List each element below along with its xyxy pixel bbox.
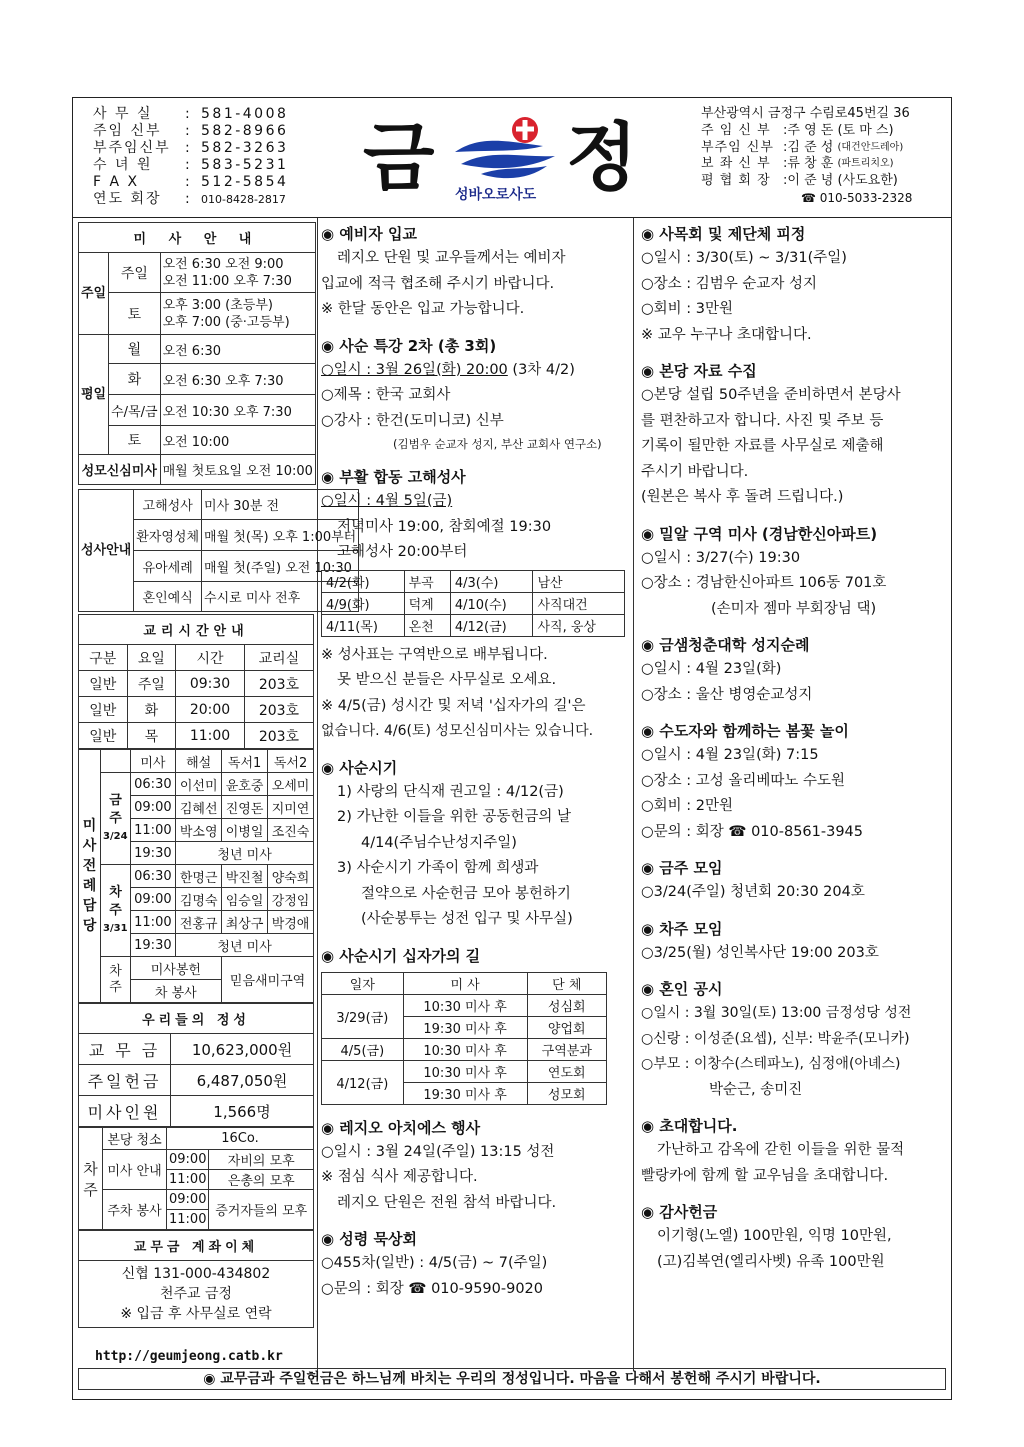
cross-cell: 4/5(금) bbox=[322, 1038, 404, 1060]
servers-cell: 청년 미사 bbox=[176, 934, 314, 957]
notice-text: ○회비 : 3만원 bbox=[641, 301, 734, 317]
catechism-cell: 일반 bbox=[79, 671, 128, 697]
mass-day: 월 bbox=[109, 335, 160, 364]
bulletin-page bbox=[72, 97, 952, 1400]
notice-text: 1) 사랑의 단식재 권고일 : 4/12(금) bbox=[337, 783, 564, 800]
sacrament-name: 고해성사 bbox=[134, 490, 202, 520]
duty-label: 주차 봉사 bbox=[103, 1190, 167, 1230]
header bbox=[73, 98, 951, 218]
catechism-cell: 203호 bbox=[244, 697, 313, 723]
cross-cell: 10:30 미사 후 bbox=[403, 994, 527, 1016]
cross-cell: 성모회 bbox=[527, 1082, 606, 1104]
notice-text: 절약으로 사순헌금 모아 봉헌하기 bbox=[361, 885, 571, 902]
duty-time: 11:00 bbox=[167, 1210, 209, 1230]
notice-title: ◉ 사순 특강 2차 (총 3회) bbox=[321, 336, 497, 355]
week2-label: 차주 3/31 bbox=[101, 865, 131, 957]
catechism-cell: 일반 bbox=[79, 723, 128, 749]
servers-cell: 최상구 bbox=[222, 911, 268, 934]
cross-header: 일자 bbox=[322, 972, 404, 994]
cross-cell: 구역분과 bbox=[527, 1038, 606, 1060]
duty-time: 11:00 bbox=[167, 1170, 209, 1190]
title-right-char: 정 bbox=[566, 115, 638, 201]
contact-label: 부주임신부 bbox=[93, 140, 171, 156]
mass-time: 오전 6:30 오전 9:00 오전 11:00 오후 7:30 bbox=[160, 253, 315, 293]
contact-value: 582-3263 bbox=[201, 140, 289, 156]
notice-title: ◉ 본당 자료 수집 bbox=[641, 362, 757, 380]
servers-header: 해설 bbox=[176, 750, 222, 773]
offering-label: 교 무 금 bbox=[79, 1034, 171, 1065]
servers-cell: 김명숙 bbox=[176, 888, 222, 911]
right-column bbox=[641, 222, 949, 1286]
next-week-group: 믿음새미구역 bbox=[222, 957, 314, 1003]
duty-group: 증거자들의 모후 bbox=[209, 1190, 314, 1230]
middle-column bbox=[321, 222, 625, 1313]
offering-table bbox=[78, 1003, 314, 1127]
sacrament-info: 매월 첫(주일) 오전 10:30 bbox=[202, 551, 359, 582]
servers-cell: 이병일 bbox=[222, 819, 268, 842]
servers-cell: 박진철 bbox=[222, 865, 268, 888]
mass-day: 수/목/금 bbox=[109, 395, 160, 426]
staff-role: 부주임 신부 bbox=[701, 139, 774, 155]
sacrament-name: 혼인예식 bbox=[134, 582, 202, 612]
offering-value: 10,623,000원 bbox=[171, 1034, 314, 1065]
servers-cell: 조진숙 bbox=[268, 819, 314, 842]
contact-label: 사 무 실 bbox=[93, 106, 153, 122]
mass-time: 오전 6:30 오후 7:30 bbox=[160, 364, 315, 395]
sacrament-info: 매월 첫(목) 오후 1:00부터 bbox=[202, 520, 359, 551]
penance-schedule-table bbox=[321, 570, 625, 637]
offering-label: 주일헌금 bbox=[79, 1065, 171, 1096]
next-week-duty-table bbox=[78, 1127, 314, 1230]
offering-mass-label: 미사봉헌 bbox=[130, 957, 222, 980]
duty-label: 본당 청소 bbox=[103, 1128, 167, 1150]
notice-text: ○3/25(월) 성인복사단 19:00 203호 bbox=[641, 944, 879, 961]
notice-archive bbox=[641, 359, 949, 511]
staff-baptismal-name: (사도요한) bbox=[837, 173, 898, 189]
notice-title: ◉ 금샘청춘대학 성지순례 bbox=[641, 636, 810, 654]
penance-cell: 4/2(화) bbox=[322, 570, 405, 592]
account-info: 신협 131-000-434802 천주교 금정 ※ 입금 후 사무실로 연락 bbox=[79, 1261, 314, 1328]
penance-cell: 남산 bbox=[533, 570, 625, 592]
next-week-label: 차주 bbox=[101, 957, 131, 1003]
mass-time: 오후 3:00 (초등부) 오후 7:00 (중·고등부) bbox=[160, 293, 315, 335]
special-mass-label: 성모신심미사 bbox=[79, 455, 161, 485]
notice-invitation bbox=[641, 1114, 949, 1189]
cross-cell: 양업회 bbox=[527, 1016, 606, 1038]
servers-cell: 한명근 bbox=[176, 865, 222, 888]
contact-value: 010-8428-2817 bbox=[201, 193, 286, 206]
contact-label: 연도 회장 bbox=[93, 191, 162, 207]
servers-cell: 06:30 bbox=[130, 865, 176, 888]
catechism-header: 요일 bbox=[127, 645, 176, 671]
notice-title: ◉ 예비자 입교 bbox=[321, 225, 417, 243]
notice-text: (김범우 순교자 성지, 부산 교회사 연구소) bbox=[393, 437, 602, 451]
contact-value: 582-8966 bbox=[201, 123, 289, 139]
mass-day: 토 bbox=[109, 426, 160, 455]
mass-schedule-table bbox=[78, 222, 316, 485]
penance-cell: 온천 bbox=[404, 614, 450, 636]
notice-title: ◉ 수도자와 함께하는 봄꽃 놀이 bbox=[641, 722, 849, 740]
notice-text: ○장소 : 울산 병영순교성지 bbox=[641, 686, 813, 703]
staff-name: 이 준 녕 bbox=[787, 173, 834, 189]
servers-cell: 06:30 bbox=[130, 773, 176, 796]
duty-label: 미사 안내 bbox=[103, 1150, 167, 1190]
penance-cell: 4/12(금) bbox=[450, 614, 533, 636]
account-table bbox=[78, 1230, 314, 1328]
column-divider bbox=[633, 218, 634, 1371]
penance-cell: 사직, 웅상 bbox=[533, 614, 625, 636]
sacrament-name: 환자영성체 bbox=[134, 520, 202, 551]
notice-text: 고해성사 20:00부터 bbox=[337, 544, 468, 560]
notice-text: (사순봉투는 성전 입구 및 사무실) bbox=[361, 911, 573, 927]
mass-time: 오전 10:30 오후 7:30 bbox=[160, 395, 315, 426]
special-mass-time: 매월 첫토요일 오전 10:00 bbox=[160, 455, 315, 485]
notice-text: ○일시 : 3월 30일(토) 13:00 금정성당 성전 bbox=[641, 1005, 912, 1021]
notice-text: ※ 교우 누구나 초대합니다. bbox=[641, 326, 812, 343]
duty-value: 16Co. bbox=[167, 1128, 314, 1150]
notice-title: ◉ 성령 묵상회 bbox=[321, 1230, 417, 1248]
notice-way-of-cross bbox=[321, 944, 625, 1105]
notice-title: ◉ 사목회 및 제단체 피정 bbox=[641, 225, 806, 243]
notice-text: 없습니다. 4/6(토) 성모신심미사는 있습니다. bbox=[321, 723, 594, 739]
contact-value: 581-4008 bbox=[201, 106, 289, 122]
notice-penance bbox=[321, 465, 625, 745]
notice-text: ※ 한달 동안은 입교 가능합니다. bbox=[321, 301, 525, 317]
notice-text: ○제목 : 한국 교회사 bbox=[321, 387, 451, 403]
contact-label: 수 녀 원 bbox=[93, 157, 153, 173]
notice-text: 3) 사순시기 가족이 함께 희생과 bbox=[337, 860, 539, 876]
title-left-char: 금 bbox=[363, 115, 435, 201]
notice-text: ○회비 : 2만원 bbox=[641, 798, 734, 814]
servers-header: 미사 bbox=[130, 750, 176, 773]
notice-text: 가난하고 감옥에 갇힌 이들을 위한 물적 bbox=[657, 1142, 905, 1158]
notice-title: ◉ 차주 모임 bbox=[641, 919, 723, 938]
cross-header: 단 체 bbox=[527, 972, 606, 994]
penance-cell: 덕계 bbox=[404, 592, 450, 614]
notice-text: ○일시 : 3월 26일(화) 20:00 (3차 4/2) bbox=[321, 361, 575, 378]
catechism-cell: 주일 bbox=[127, 671, 176, 697]
notice-text: 박순근, 송미진 bbox=[709, 1081, 803, 1098]
cross-header: 미 사 bbox=[403, 972, 527, 994]
catechism-header: 구분 bbox=[79, 645, 128, 671]
logo-caption: 성바오로사도 bbox=[455, 187, 537, 203]
mass-day: 주일 bbox=[109, 253, 160, 293]
contact-value: 583-5231 bbox=[201, 157, 289, 173]
servers-cell: 19:30 bbox=[130, 842, 176, 865]
staff-role: 평 협 회 장 bbox=[701, 173, 771, 189]
notice-title: ◉ 금주 모임 bbox=[641, 859, 723, 877]
car-service-label: 차 봉사 bbox=[130, 980, 222, 1003]
cross-cell: 19:30 미사 후 bbox=[403, 1082, 527, 1104]
notice-title: ◉ 초대합니다. bbox=[641, 1117, 738, 1135]
account-title: 교무금 계좌이체 bbox=[79, 1231, 314, 1261]
penance-cell: 4/9(화) bbox=[322, 592, 405, 614]
duty-group: 은총의 모후 bbox=[209, 1170, 314, 1190]
catechism-cell: 화 bbox=[127, 697, 176, 723]
catechism-cell: 11:00 bbox=[176, 723, 245, 749]
notice-text: (원본은 복사 후 돌려 드립니다.) bbox=[641, 489, 844, 505]
offering-value: 6,487,050원 bbox=[171, 1065, 314, 1096]
notice-text: ※ 점심 식사 제공합니다. bbox=[321, 1169, 478, 1185]
notice-text: ○부모 : 이창수(스테파노), 심정애(아녜스) bbox=[641, 1056, 901, 1072]
notice-text: 빨랑카에 함께 할 교우님을 초대합니다. bbox=[641, 1167, 889, 1184]
servers-cell: 강정임 bbox=[268, 888, 314, 911]
notice-text: 레지오 단원은 전원 참석 바랍니다. bbox=[337, 1194, 557, 1211]
notice-lent-lecture bbox=[321, 334, 625, 455]
parish-logo-icon bbox=[451, 112, 561, 188]
notice-text: 를 편찬하고자 합니다. 사진 및 주보 등 bbox=[641, 412, 884, 429]
servers-cell: 오세미 bbox=[268, 773, 314, 796]
duty-time: 09:00 bbox=[167, 1190, 209, 1210]
notice-text: ○일시 : 3월 24일(주일) 13:15 성전 bbox=[321, 1143, 555, 1160]
catechism-table bbox=[78, 614, 314, 749]
servers-cell: 지미연 bbox=[268, 796, 314, 819]
notice-marriage bbox=[641, 977, 949, 1103]
sacrament-info: 수시로 미사 전후 bbox=[202, 582, 359, 612]
servers-cell: 11:00 bbox=[130, 819, 176, 842]
notice-holy-spirit-retreat bbox=[321, 1227, 625, 1302]
servers-cell: 임승일 bbox=[222, 888, 268, 911]
notice-text: 입교에 적극 협조해 주시기 바랍니다. bbox=[321, 275, 555, 292]
notice-legio-acies bbox=[321, 1116, 625, 1217]
staff-name: 주 영 돈 bbox=[787, 122, 834, 138]
offering-label: 미사인원 bbox=[79, 1096, 171, 1127]
website-link[interactable]: http://geumjeong.catb.kr bbox=[95, 1349, 283, 1364]
contact-label: 주임 신부 bbox=[93, 123, 162, 139]
notice-this-week-meeting bbox=[641, 856, 949, 906]
next-week-duty-label: 차주 bbox=[79, 1128, 103, 1230]
servers-cell: 양숙희 bbox=[268, 865, 314, 888]
liturgy-side-label: 미사전례담당 bbox=[79, 750, 101, 1003]
notice-text: 저녁미사 19:00, 참회예절 19:30 bbox=[337, 518, 552, 535]
servers-cell: 19:30 bbox=[130, 934, 176, 957]
catechism-cell: 203호 bbox=[244, 671, 313, 697]
notice-text: ○장소 : 경남한신아파트 106동 701호 bbox=[641, 575, 887, 591]
notice-text: ○일시 : 4월 5일(금) bbox=[321, 493, 453, 509]
notice-text: ○455차(일반) : 4/5(금) ~ 7(주일) bbox=[321, 1255, 548, 1271]
cross-cell: 10:30 미사 후 bbox=[403, 1038, 527, 1060]
notice-text: 기록이 될만한 자료를 사무실로 제출해 bbox=[641, 438, 884, 454]
week1-label: 금주 3/24 bbox=[101, 773, 131, 865]
notice-thanks-offering bbox=[641, 1200, 949, 1275]
servers-cell: 윤호중 bbox=[222, 773, 268, 796]
notice-text: ○3/24(주일) 청년회 20:30 204호 bbox=[641, 884, 865, 900]
notice-text: 못 받으신 분들은 사무실로 오세요. bbox=[337, 672, 557, 688]
notice-text: 2) 가난한 이들을 위한 공동헌금의 날 bbox=[337, 809, 572, 825]
mass-day: 화 bbox=[109, 364, 160, 395]
notice-text: 주시기 바랍니다. bbox=[641, 463, 749, 480]
catechism-cell: 09:30 bbox=[176, 671, 245, 697]
duty-group: 자비의 모후 bbox=[209, 1150, 314, 1170]
offering-value: 1,566명 bbox=[171, 1096, 314, 1127]
notice-text: ○일시 : 4월 23일(화) 7:15 bbox=[641, 747, 819, 763]
penance-cell: 4/3(수) bbox=[450, 570, 533, 592]
notice-text: ○강사 : 한건(도미니코) 신부 bbox=[321, 412, 504, 429]
penance-cell: 사직대건 bbox=[533, 592, 625, 614]
mass-title: 미 사 안 내 bbox=[79, 223, 316, 253]
staff-baptismal-name: (토 마 스) bbox=[837, 122, 894, 138]
catechism-title: 교리시간안내 bbox=[79, 615, 314, 645]
servers-header: 독서2 bbox=[268, 750, 314, 773]
notice-retreat bbox=[641, 222, 949, 348]
notice-text: (손미자 젬마 부회장님 댁) bbox=[711, 600, 877, 617]
notice-title: ◉ 레지오 아치에스 행사 bbox=[321, 1118, 481, 1137]
catechism-cell: 20:00 bbox=[176, 697, 245, 723]
servers-cell: 박소영 bbox=[176, 819, 222, 842]
penance-cell: 4/11(목) bbox=[322, 614, 405, 636]
cross-cell: 연도회 bbox=[527, 1060, 606, 1082]
staff-baptismal-name: (대건안드레아) bbox=[837, 141, 904, 153]
servers-cell: 09:00 bbox=[130, 888, 176, 911]
notice-text: ○신랑 : 이성준(요셉), 신부: 박윤주(모니카) bbox=[641, 1030, 910, 1047]
staff-list: 부산광역시 금정구 수림로45번길 36 주 임 신 부 : 주 영 돈 (토 마 스) 부주임 신부 : 김 준 성 (대건안드레아) 보 좌 신 부 : 류 창 훈 (파트리치오) 평 협 회 장 : 이 준 녕 (사도요한) ☎ 010-5033-2328 bbox=[701, 106, 913, 205]
catechism-cell: 203호 bbox=[244, 723, 313, 749]
address: 부산광역시 금정구 수림로45번길 36 bbox=[701, 106, 910, 121]
sunday-label: 주일 bbox=[79, 253, 109, 335]
notice-text: (고)김복연(엘리사벳) 유족 100만원 bbox=[657, 1253, 885, 1270]
notice-spring-outing bbox=[641, 719, 949, 845]
duty-time: 09:00 bbox=[167, 1150, 209, 1170]
offering-title: 우리들의 정성 bbox=[79, 1004, 314, 1034]
catechism-header: 시간 bbox=[176, 645, 245, 671]
mass-day: 토 bbox=[109, 293, 160, 335]
column-divider bbox=[317, 218, 318, 1371]
way-of-cross-table bbox=[321, 972, 607, 1105]
contact-value: 512-5854 bbox=[201, 174, 289, 190]
notice-district-mass bbox=[641, 522, 949, 623]
servers-cell: 전홍규 bbox=[176, 911, 222, 934]
notice-pilgrimage bbox=[641, 633, 949, 708]
penance-cell: 4/10(수) bbox=[450, 592, 533, 614]
footer-message: ◉ 교무금과 주일헌금은 하느님께 바치는 우리의 정성입니다. 마음을 다해서 봉헌해 주시기 바랍니다. bbox=[78, 1368, 946, 1390]
staff-name: 류 창 훈 bbox=[787, 156, 834, 172]
mass-time: 오전 6:30 bbox=[160, 335, 315, 364]
sacrament-info: 미사 30분 전 bbox=[202, 490, 359, 520]
sacrament-label: 성사안내 bbox=[79, 490, 134, 612]
notice-text: ※ 성사표는 구역반으로 배부됩니다. bbox=[321, 646, 548, 663]
servers-cell: 11:00 bbox=[130, 911, 176, 934]
notice-title: ◉ 부활 합동 고해성사 bbox=[321, 468, 466, 486]
servers-cell: 김혜선 bbox=[176, 796, 222, 819]
servers-header: 독서1 bbox=[222, 750, 268, 773]
servers-cell: 청년 미사 bbox=[176, 842, 314, 865]
notice-text: ○일시 : 3/27(수) 19:30 bbox=[641, 549, 801, 566]
servers-cell: 09:00 bbox=[130, 796, 176, 819]
staff-role: 주 임 신 부 bbox=[701, 122, 771, 138]
notice-title: ◉ 사순시기 십자가의 길 bbox=[321, 946, 481, 965]
notice-text: ※ 4/5(금) 성시간 및 저녁 '십자가의 길'은 bbox=[321, 697, 586, 714]
notice-text: ○문의 : 회장 ☎ 010-8561-3945 bbox=[641, 823, 864, 840]
notice-text: ○장소 : 고성 올리베따노 수도원 bbox=[641, 772, 846, 789]
servers-cell: 진영돈 bbox=[222, 796, 268, 819]
notice-text: 레지오 단원 및 교우들께서는 예비자 bbox=[337, 250, 566, 266]
cross-cell: 19:30 미사 후 bbox=[403, 1016, 527, 1038]
notice-text: ○일시 : 3/30(토) ~ 3/31(주일) bbox=[641, 250, 847, 266]
notice-text: 이기형(노엘) 100만원, 익명 10만원, bbox=[657, 1228, 892, 1244]
notice-title: ◉ 감사헌금 bbox=[641, 1203, 718, 1221]
penance-cell: 부곡 bbox=[404, 570, 450, 592]
cross-cell: 4/12(금) bbox=[322, 1060, 404, 1104]
contact-label: F A X bbox=[93, 174, 140, 190]
notice-title: ◉ 밀알 구역 미사 (경남한신아파트) bbox=[641, 524, 878, 543]
notice-lent bbox=[321, 756, 625, 933]
weekday-label: 평일 bbox=[79, 335, 109, 455]
catechism-cell: 목 bbox=[127, 723, 176, 749]
notice-title: ◉ 사순시기 bbox=[321, 758, 398, 777]
catechism-header: 교리실 bbox=[244, 645, 313, 671]
notice-text: ○문의 : 회장 ☎ 010-9590-9020 bbox=[321, 1280, 544, 1297]
contact-list: 사 무 실 : 581-4008 주임 신부 : 582-8966 부주임신부 : 582-3263 수 녀 원 : 583-5231 F A X : 512-5854 연도 회장 : 010-8428-2817 bbox=[93, 106, 289, 207]
cross-cell: 성심회 bbox=[527, 994, 606, 1016]
servers-cell: 박경애 bbox=[268, 911, 314, 934]
notice-next-week-meeting bbox=[641, 917, 949, 967]
notice-text: 4/14(주님수난성지주일) bbox=[361, 834, 517, 851]
notice-text: ○일시 : 4월 23일(화) bbox=[641, 661, 782, 677]
cross-cell: 3/29(금) bbox=[322, 994, 404, 1038]
notice-text: ○장소 : 김범우 순교자 성지 bbox=[641, 275, 818, 292]
notice-title: ◉ 혼인 공시 bbox=[641, 980, 723, 998]
liturgy-servers-table bbox=[78, 749, 314, 1003]
servers-cell: 이선미 bbox=[176, 773, 222, 796]
notice-catechumen bbox=[321, 222, 625, 323]
staff-baptismal-name: (파트리치오) bbox=[837, 158, 894, 170]
catechism-cell: 일반 bbox=[79, 697, 128, 723]
sacrament-name: 유아세례 bbox=[134, 551, 202, 582]
notice-text: ○본당 설립 50주년을 준비하면서 본당사 bbox=[641, 387, 901, 403]
staff-role: 보 좌 신 부 bbox=[701, 156, 771, 172]
president-phone: ☎ 010-5033-2328 bbox=[801, 190, 913, 205]
sacrament-table bbox=[78, 489, 359, 612]
staff-name: 김 준 성 bbox=[787, 139, 834, 155]
mass-time: 오전 10:00 bbox=[160, 426, 315, 455]
cross-cell: 10:30 미사 후 bbox=[403, 1060, 527, 1082]
